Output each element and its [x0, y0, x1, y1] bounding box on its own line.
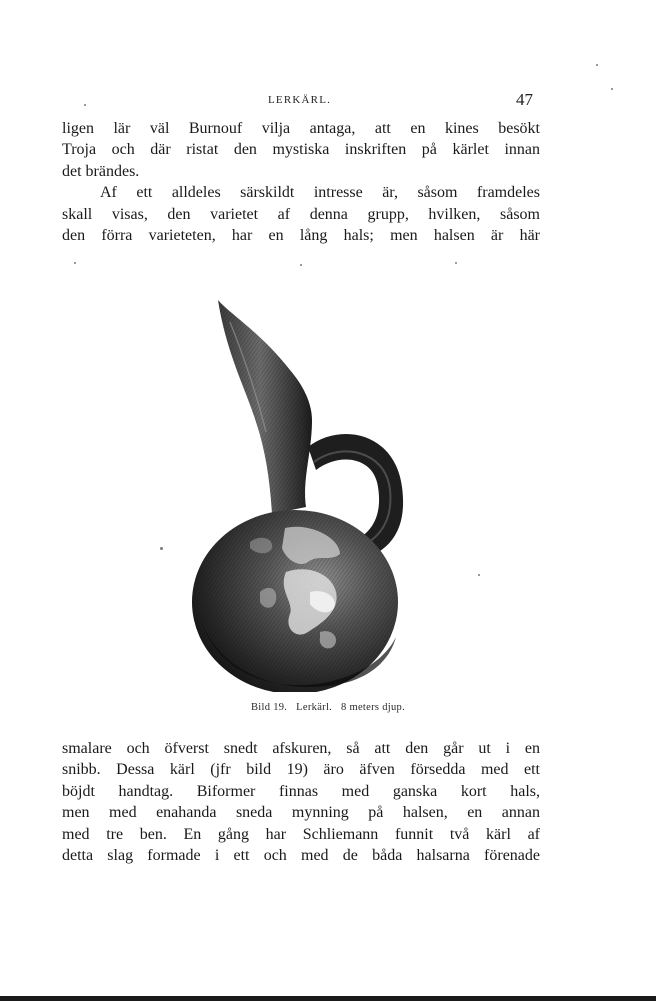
running-title: LERKÄRL. [268, 94, 332, 106]
page-number: 47 [516, 90, 533, 109]
paragraph-bottom [62, 738, 540, 866]
caption-label: Bild 19. [250, 702, 288, 713]
text-line: snibb. Dessa kärl (jfr bild 19) äro äfven försedda med ett [62, 761, 540, 779]
text-line: böjdt handtag. Biformer finnas med ganska kort hals, [62, 782, 540, 800]
scan-speck [74, 262, 76, 264]
paragraph-top [62, 118, 540, 246]
caption-title: Lerkärl. [296, 702, 333, 713]
text-line: Troja och där ristat den mystiska inskriften på kärlet innan [62, 141, 540, 159]
scan-speck [300, 264, 302, 266]
caption-depth: 8 meters djup. [341, 702, 406, 713]
text-line: det brändes. [62, 162, 140, 180]
text-line: med tre ben. En gång har Schliemann funnit två kärl af [62, 825, 540, 843]
vessel-illustration [190, 292, 410, 692]
text-line: Af ett alldeles särskildt intresse är, såsom framdeles [100, 184, 540, 202]
scan-speck [84, 104, 86, 106]
text-line: ligen lär väl Burnouf vilja antaga, att en kines besökt [62, 120, 540, 137]
scan-speck [596, 64, 598, 66]
scan-bottom-edge [0, 996, 656, 1001]
figure-caption [0, 702, 656, 713]
scan-speck [478, 574, 480, 576]
text-line: men med enahanda sneda mynning på halsen, en annan [62, 804, 540, 822]
text-line: detta slag formade i ett och med de båda halsarna förenade [62, 846, 540, 864]
text-line: den förra varieteten, har en lång hals; men halsen är här [62, 226, 540, 244]
running-head [0, 92, 656, 112]
text-line: smalare och öfverst snedt afskuren, så att den går ut i en [62, 740, 540, 757]
scan-speck [611, 88, 613, 90]
scan-speck [160, 547, 163, 550]
text-line: skall visas, den varietet af denna grupp, hvilken, såsom [62, 205, 540, 223]
scan-speck [455, 262, 457, 264]
